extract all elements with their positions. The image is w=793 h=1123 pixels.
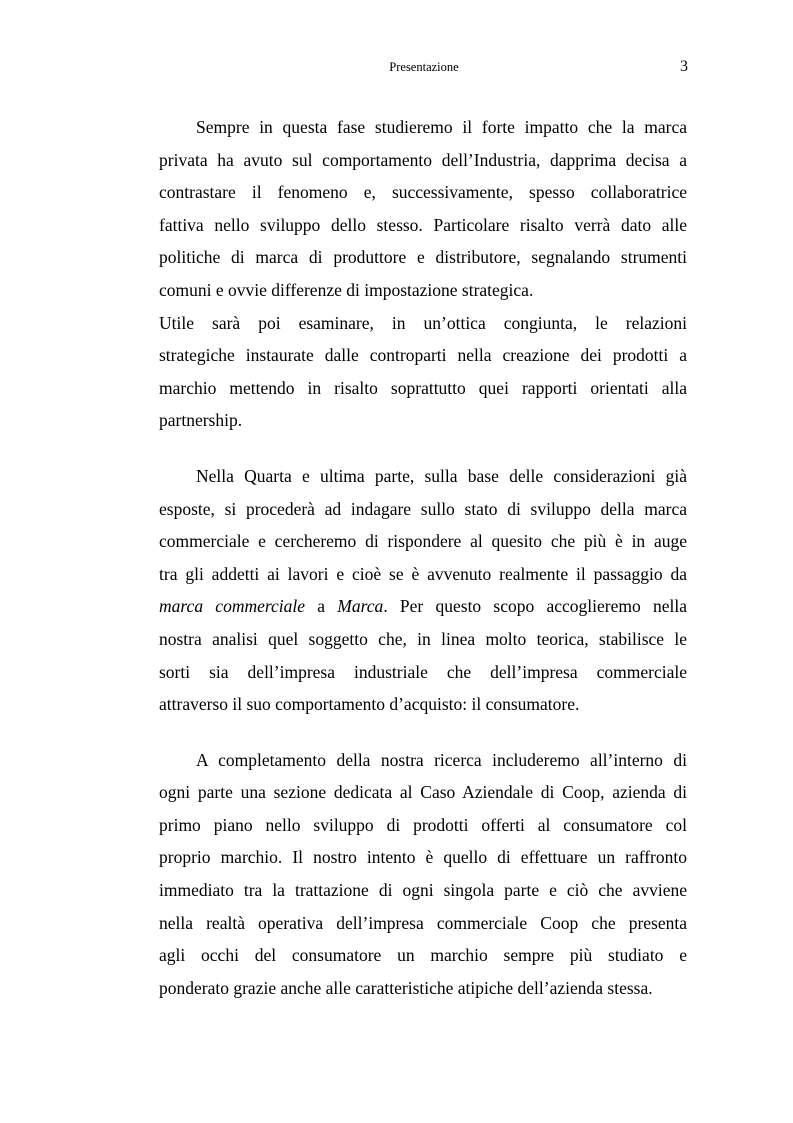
- text-line: esposte, si procederà ad indagare sullo stato di sviluppo della marca: [159, 498, 687, 519]
- text-line: ogni parte una sezione dedicata al Caso Aziendale di Coop, azienda di: [159, 782, 687, 803]
- text-line: attraverso il suo comportamento d’acquisto: il consumatore.: [159, 694, 580, 715]
- text-line: privata ha avuto sul comportamento dell’Industria, dapprima decisa a: [159, 149, 687, 170]
- text-line: nella realtà operativa dell’impresa commerciale Coop che presenta: [159, 912, 687, 933]
- running-header: [0, 57, 793, 77]
- text-line: contrastare il fenomeno e, successivamente, spesso collaboratrice: [159, 182, 687, 203]
- text-line: [159, 590, 687, 623]
- italic-term: Marca: [337, 596, 384, 617]
- paragraph-fourth-part: [159, 460, 687, 721]
- paragraph-strategic-relations: [159, 307, 687, 437]
- text-line: Utile sarà poi esaminare, in un’ottica congiunta, le relazioni: [159, 312, 687, 333]
- text-line: primo piano nello sviluppo di prodotti offerti al consumatore col: [159, 814, 687, 835]
- text-fragment: . Per questo scopo accoglieremo nella: [383, 596, 687, 617]
- text-line: A completamento della nostra ricerca includeremo all’interno di: [196, 749, 687, 770]
- italic-term: marca commerciale: [159, 596, 306, 617]
- text-fragment: a: [305, 596, 338, 617]
- text-line: proprio marchio. Il nostro intento è quello di effettuare un raffronto: [159, 847, 687, 868]
- paragraph-brand-impact: [159, 111, 687, 307]
- text-line: Sempre in questa fase studieremo il forte impatto che la marca: [196, 117, 687, 137]
- text-line: tra gli addetti ai lavori e cioè se è avvenuto realmente il passaggio da: [159, 563, 687, 584]
- text-line: sorti sia dell’impresa industriale che dell’impresa commerciale: [159, 661, 687, 682]
- text-line: politiche di marca di produttore e distributore, segnalando strumenti: [159, 247, 687, 268]
- body-text: [159, 111, 687, 1004]
- text-line: comuni e ovvie differenze di impostazione strategica.: [159, 279, 534, 300]
- header-title: Presentazione: [389, 60, 459, 74]
- text-line: commerciale e cercheremo di rispondere al quesito che più è in auge: [159, 531, 687, 552]
- paragraph-coop-case: [159, 744, 687, 1005]
- text-line: partnership.: [159, 410, 243, 431]
- text-line: fattiva nello sviluppo dello stesso. Particolare risalto verrà dato alle: [159, 214, 687, 235]
- text-line: strategiche instaurate dalle controparti nella creazione dei prodotti a: [159, 345, 687, 366]
- text-line: immediato tra la trattazione di ogni singola parte e ciò che avviene: [159, 880, 687, 901]
- text-line: ponderato grazie anche alle caratteristiche atipiche dell’azienda stessa.: [159, 977, 653, 998]
- text-line: marchio mettendo in risalto soprattutto quei rapporti orientati alla: [159, 377, 687, 398]
- text-line: agli occhi del consumatore un marchio sempre più studiato e: [159, 945, 687, 966]
- text-line: nostra analisi quel soggetto che, in linea molto teorica, stabilisce le: [159, 628, 687, 649]
- text-line: Nella Quarta e ultima parte, sulla base delle considerazioni già: [196, 465, 687, 486]
- page-number: 3: [680, 58, 688, 75]
